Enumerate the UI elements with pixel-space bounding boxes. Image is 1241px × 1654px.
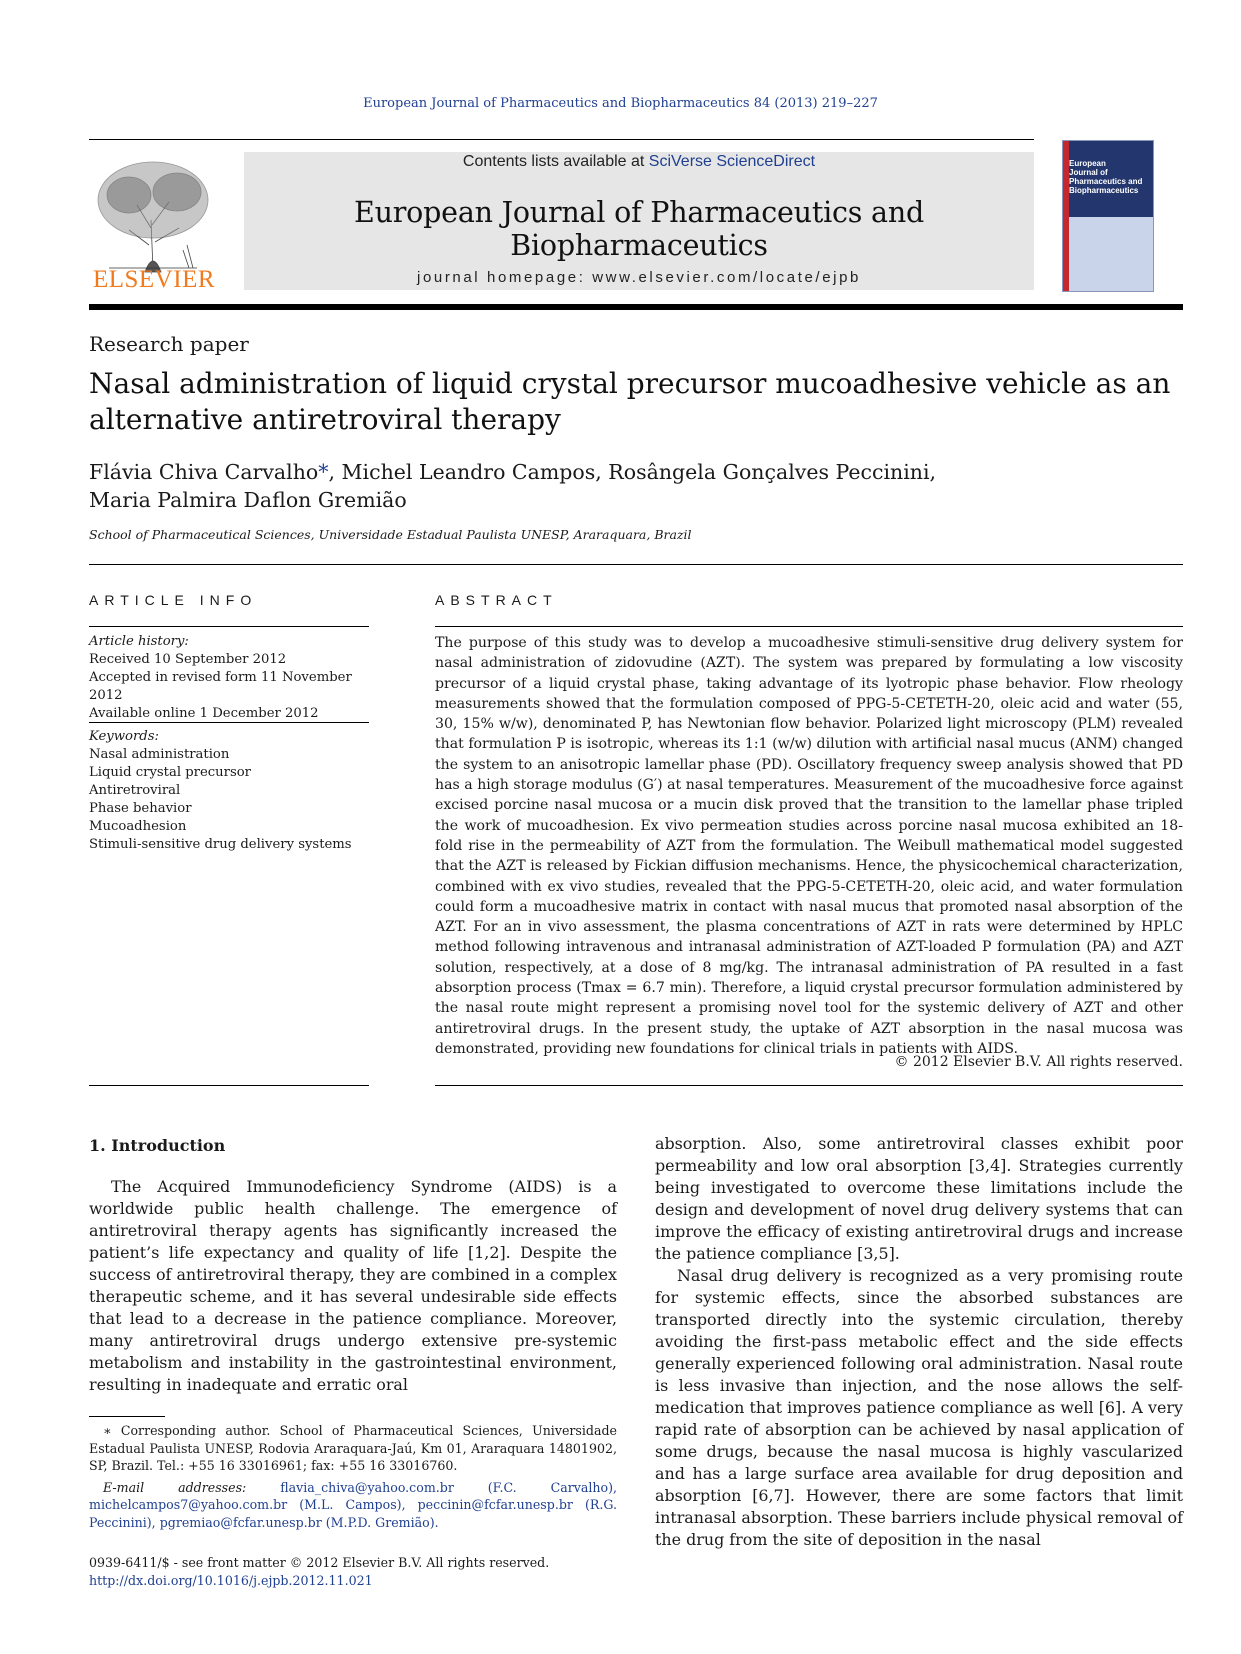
paper-type: Research paper [89, 332, 249, 356]
keyword-item: Phase behavior [89, 801, 192, 816]
doi-link[interactable]: http://dx.doi.org/10.1016/j.ejpb.2012.11.021 [89, 1573, 373, 1588]
history-label: Article history: [89, 634, 189, 649]
authors-line2: Maria Palmira Daflon Gremião [89, 488, 407, 512]
email-addresses [89, 1479, 617, 1532]
article-info-heading: ARTICLE INFO [89, 592, 258, 608]
keywords-list [89, 728, 379, 854]
contents-prefix: Contents lists available at [462, 153, 649, 170]
keyword-item: Stimuli-sensitive drug delivery systems [89, 837, 352, 852]
affiliation: School of Pharmaceutical Sciences, Universidade Estadual Paulista UNESP, Araraquara, Brazil [89, 527, 692, 542]
cover-title-text: European Journal of Pharmaceutics and Biopharmaceutics [1069, 159, 1143, 195]
keyword-item: Mucoadhesion [89, 819, 187, 834]
keyword-item: Liquid crystal precursor [89, 765, 251, 780]
authors-rest: , Michel Leandro Campos, Rosângela Gonçalves Peccinini, [328, 460, 937, 484]
abstract-copyright: © 2012 Elsevier B.V. All rights reserved. [894, 1054, 1183, 1070]
title-block-rule [89, 564, 1183, 565]
history-received: Received 10 September 2012 [89, 652, 287, 667]
article-info-rule [89, 626, 369, 627]
body-paragraph: absorption. Also, some antiretroviral classes exhibit poor permeability and low oral absorption [3,4]. Strategies currently being investigated to overcome these limitations include the design and development of novel drug delivery systems that can improve the efficacy of existing antiretroviral drugs and increase the patience compliance [3,5]. [655, 1134, 1183, 1263]
author-first[interactable]: Flávia Chiva Carvalho [89, 460, 319, 484]
article-info-bottom-rule [89, 1085, 369, 1086]
article-history [89, 633, 379, 723]
body-paragraph: The Acquired Immunodeficiency Syndrome (AIDS) is a worldwide public health challenge. The emergence of antiretroviral therapy agents has significantly increased the patient’s life expectancy and quality of life [1,2]. Despite the success of antiretroviral therapy, they are combined in a complex therapeutic scheme, and it has several undesirable side effects that lead to a decrease in the patience compliance. Moreover, many antiretroviral drugs undergo extensive pre-systemic metabolism and instability in the gastrointestinal environment, resulting in inadequate and erratic oral [89, 1177, 617, 1394]
footnote-rule [89, 1416, 165, 1417]
journal-homepage[interactable]: journal homepage: www.elsevier.com/locate/ejpb [417, 269, 861, 286]
body-paragraph: Nasal drug delivery is recognized as a very promising route for systemic effects, since the absorbed substances are transported directly into the systemic circulation, thereby avoiding the first-pass metabolic effect and the side effects generally experienced following oral administration. Nasal route is less invasive than injection, and the nose allows the self-medication that improves patience compliance as well [6]. A very rapid rate of absorption can be achieved by nasal application of some drugs, because the nasal mucosa is highly vascularized and has a large surface area available for drug deposition and absorption [6,7]. However, there are some factors that limit intranasal absorption. These barriers include physical removal of the drug from the site of deposition in the nasal [655, 1266, 1183, 1549]
keyword-item: Antiretroviral [89, 783, 181, 798]
history-accepted: Accepted in revised form 11 November 2012 [89, 670, 352, 703]
front-matter [89, 1554, 549, 1590]
header-thick-rule [89, 304, 1183, 310]
sciencedirect-link[interactable]: SciVerse ScienceDirect [648, 153, 816, 170]
contents-line [244, 153, 1034, 171]
email-label: E-mail addresses: [103, 1479, 281, 1495]
elsevier-wordmark: ELSEVIER [92, 266, 216, 293]
author-list [89, 458, 1089, 514]
abstract-bottom-rule [435, 1085, 1183, 1086]
corresponding-author-note: ∗ Corresponding author. School of Pharmaceutical Sciences, Universidade Estadual Paulista UNESP, Rodovia Araraquara-Jaú, Km 01, Araraquara 14801902, SP, Brazil. Tel.: +55 16 33016961; fax: +55 16 33016760. [89, 1423, 617, 1473]
body-column-right [655, 1133, 1183, 1551]
issn-line: 0939-6411/$ - see front matter © 2012 Elsevier B.V. All rights reserved. [89, 1555, 550, 1570]
journal-title: European Journal of Pharmaceutics and Biopharmaceutics [353, 196, 925, 262]
journal-cover-thumbnail [1062, 140, 1154, 292]
article-title: Nasal administration of liquid crystal precursor mucoadhesive vehicle as an alternative antiretroviral therapy [89, 367, 1171, 436]
journal-citation[interactable]: European Journal of Pharmaceutics and Biopharmaceutics 84 (2013) 219–227 [363, 96, 878, 111]
keyword-item: Nasal administration [89, 747, 230, 762]
keywords-label: Keywords: [89, 729, 159, 744]
header-top-rule [89, 139, 1034, 140]
abstract-text: The purpose of this study was to develop a mucoadhesive stimuli-sensitive drug delivery system for nasal administration of zidovudine (AZT). The system was prepared by formulating a low viscosity precursor of a liquid crystal phase, taking advantage of its lyotropic phase behavior. Flow rheology measurements showed that the formulation composed of PPG-5-CETETH-20, oleic acid and water (55, 30, 15% w/w), denominated P, has Newtonian flow behavior. Polarized light microscopy (PLM) revealed that formulation P is isotropic, whereas its 1:1 (w/w) dilution with artificial nasal mucus (ANM) changed the system to an anisotropic lamellar phase (PD). Oscillatory frequency sweep analysis showed that PD has a high storage modulus (G′) at nasal temperatures. Measurement of the mucoadhesive force against excised porcine nasal mucosa or a mucin disk proved that the transition to the lamellar phase tripled the work of mucoadhesion. Ex vivo permeation studies across porcine nasal mucosa exhibited an 18-fold rise in the permeability of AZT from the formulation. The Weibull mathematical model suggested that the AZT is released by Fickian diffusion mechanisms. Hence, the physicochemical characterization, combined with ex vivo studies, revealed that the PPG-5-CETETH-20, oleic acid, and water formulation could form a mucoadhesive matrix in contact with nasal mucus that promoted nasal absorption of the AZT. For an in vivo assessment, the plasma concentrations of AZT in rats were determined by HPLC method following intravenous and intranasal administration of AZT-loaded P formulation (PA) and AZT solution, respectively, at a dose of 8 mg/kg. The intranasal administration of PA resulted in a fast absorption process (Tmax = 6.7 min). Therefore, a liquid crystal precursor formulation administered by the nasal route might represent a promising novel tool for the systemic delivery of AZT and other antiretroviral drugs. In the present study, the uptake of AZT absorption in the nasal mucosa was demonstrated, providing new foundations for clinical trials in patients with AIDS. [435, 635, 1183, 1057]
abstract-heading: ABSTRACT [435, 592, 558, 608]
body-column-left [89, 1176, 617, 1396]
abstract-rule [435, 626, 1183, 627]
history-online: Available online 1 December 2012 [89, 706, 319, 721]
footnote [89, 1422, 617, 1535]
keywords-rule [89, 722, 369, 723]
email-links[interactable]: flavia_chiva@yahoo.com.br (F.C. Carvalho), michelcampos7@yahoo.com.br (M.L. Campos), peccinin@fcfar.unesp.br (R.G. Peccinini), pgremiao@fcfar.unesp.br (M.P.D. Gremião). [89, 1479, 617, 1530]
section-heading-introduction: 1. Introduction [89, 1136, 226, 1155]
corresponding-author-mark[interactable]: * [318, 460, 329, 484]
